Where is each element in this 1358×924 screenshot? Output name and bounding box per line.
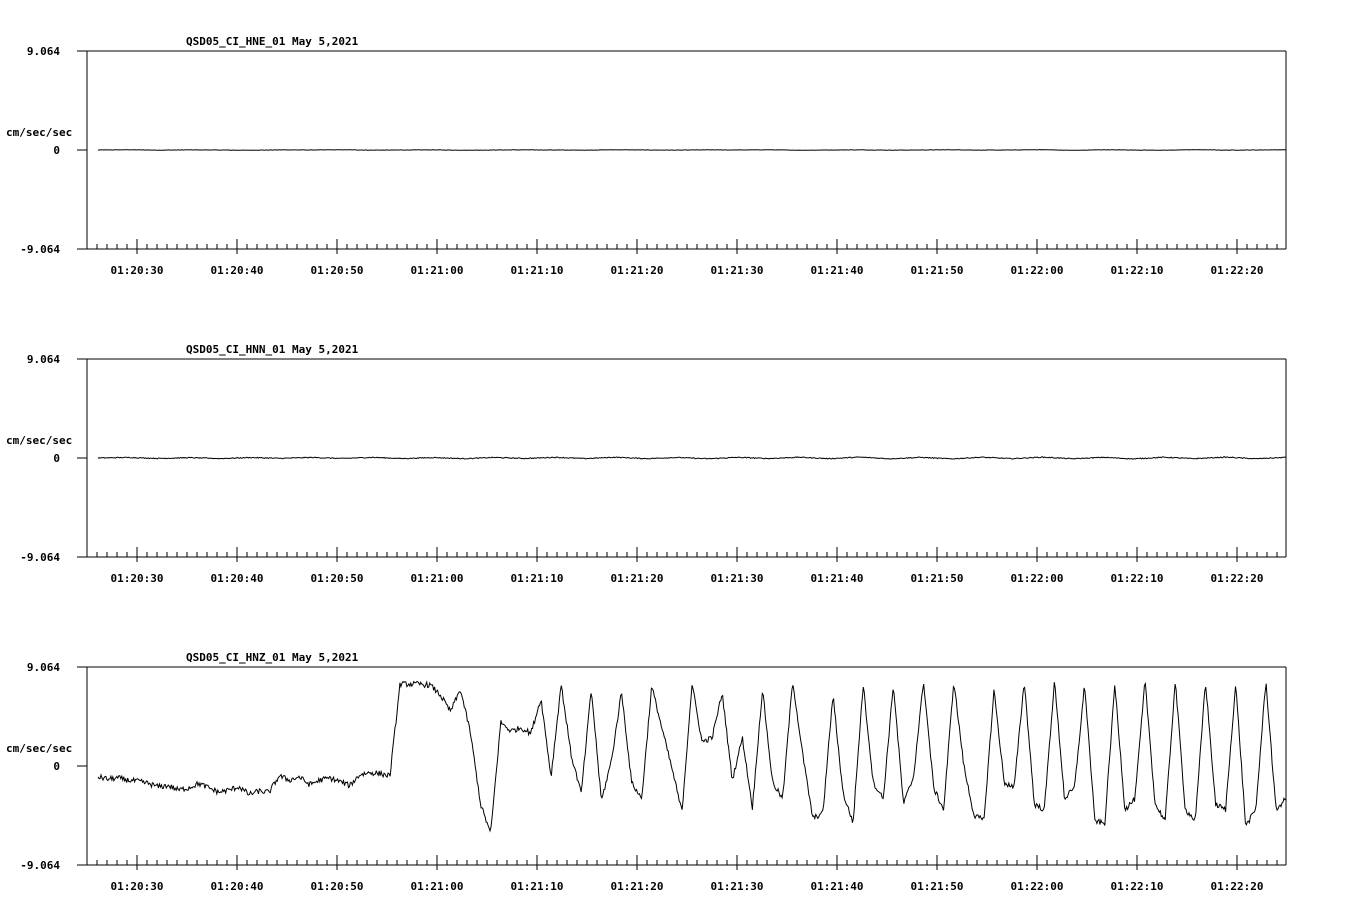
x-tick-label: 01:22:20 [1210,572,1264,585]
x-tick-label: 01:20:50 [310,880,364,893]
x-tick-label: 01:21:30 [710,880,764,893]
x-tick-label: 01:20:50 [310,572,364,585]
y-axis-label: cm/sec/sec [6,434,73,447]
x-tick-label: 01:22:00 [1010,880,1064,893]
x-tick-label: 01:21:30 [710,264,764,277]
x-tick-label: 01:20:30 [110,264,164,277]
x-tick-label: 01:21:10 [510,880,564,893]
chart-title: QSD05_CI_HNZ_01 May 5,2021 [186,651,359,664]
y-tick-label-min: -9.064 [20,243,60,256]
x-tick-label: 01:20:40 [210,880,264,893]
chart-title: QSD05_CI_HNE_01 May 5,2021 [186,35,359,48]
x-tick-label: 01:21:00 [410,264,464,277]
x-tick-label: 01:22:00 [1010,264,1064,277]
x-tick-label: 01:21:50 [910,264,964,277]
x-tick-label: 01:21:30 [710,572,764,585]
chart-panel-1 [6,35,1286,277]
series-trace [98,457,1286,460]
x-tick-label: 01:22:20 [1210,880,1264,893]
y-tick-label-max: 9.064 [26,353,60,366]
chart-panel-2 [6,343,1286,585]
series-trace [98,150,1286,151]
x-tick-label: 01:21:20 [610,880,664,893]
x-tick-label: 01:21:50 [910,572,964,585]
y-axis-label: cm/sec/sec [6,126,73,139]
y-axis-label: cm/sec/sec [6,742,73,755]
x-tick-label: 01:20:30 [110,880,164,893]
y-tick-label-min: -9.064 [20,859,60,872]
x-tick-label: 01:21:10 [510,572,564,585]
x-tick-label: 01:21:00 [410,572,464,585]
x-tick-label: 01:21:40 [810,264,864,277]
x-tick-label: 01:20:40 [210,572,264,585]
y-tick-label-max: 9.064 [26,45,60,58]
x-tick-label: 01:21:10 [510,264,564,277]
y-tick-label-zero: 0 [53,452,60,465]
y-tick-label-max: 9.064 [26,661,60,674]
x-tick-label: 01:21:40 [810,572,864,585]
y-tick-label-min: -9.064 [20,551,60,564]
x-tick-label: 01:22:20 [1210,264,1264,277]
y-tick-label-zero: 0 [53,144,60,157]
x-tick-label: 01:21:50 [910,880,964,893]
x-tick-label: 01:22:10 [1110,880,1164,893]
y-tick-label-zero: 0 [53,760,60,773]
x-tick-label: 01:21:00 [410,880,464,893]
series-trace [98,682,1286,831]
x-tick-label: 01:22:10 [1110,572,1164,585]
x-tick-label: 01:22:10 [1110,264,1164,277]
chart-title: QSD05_CI_HNN_01 May 5,2021 [186,343,359,356]
x-tick-label: 01:21:20 [610,572,664,585]
x-tick-label: 01:20:40 [210,264,264,277]
x-tick-label: 01:20:50 [310,264,364,277]
x-tick-label: 01:21:40 [810,880,864,893]
chart-panel-3 [6,651,1286,893]
x-tick-label: 01:22:00 [1010,572,1064,585]
x-tick-label: 01:21:20 [610,264,664,277]
x-tick-label: 01:20:30 [110,572,164,585]
